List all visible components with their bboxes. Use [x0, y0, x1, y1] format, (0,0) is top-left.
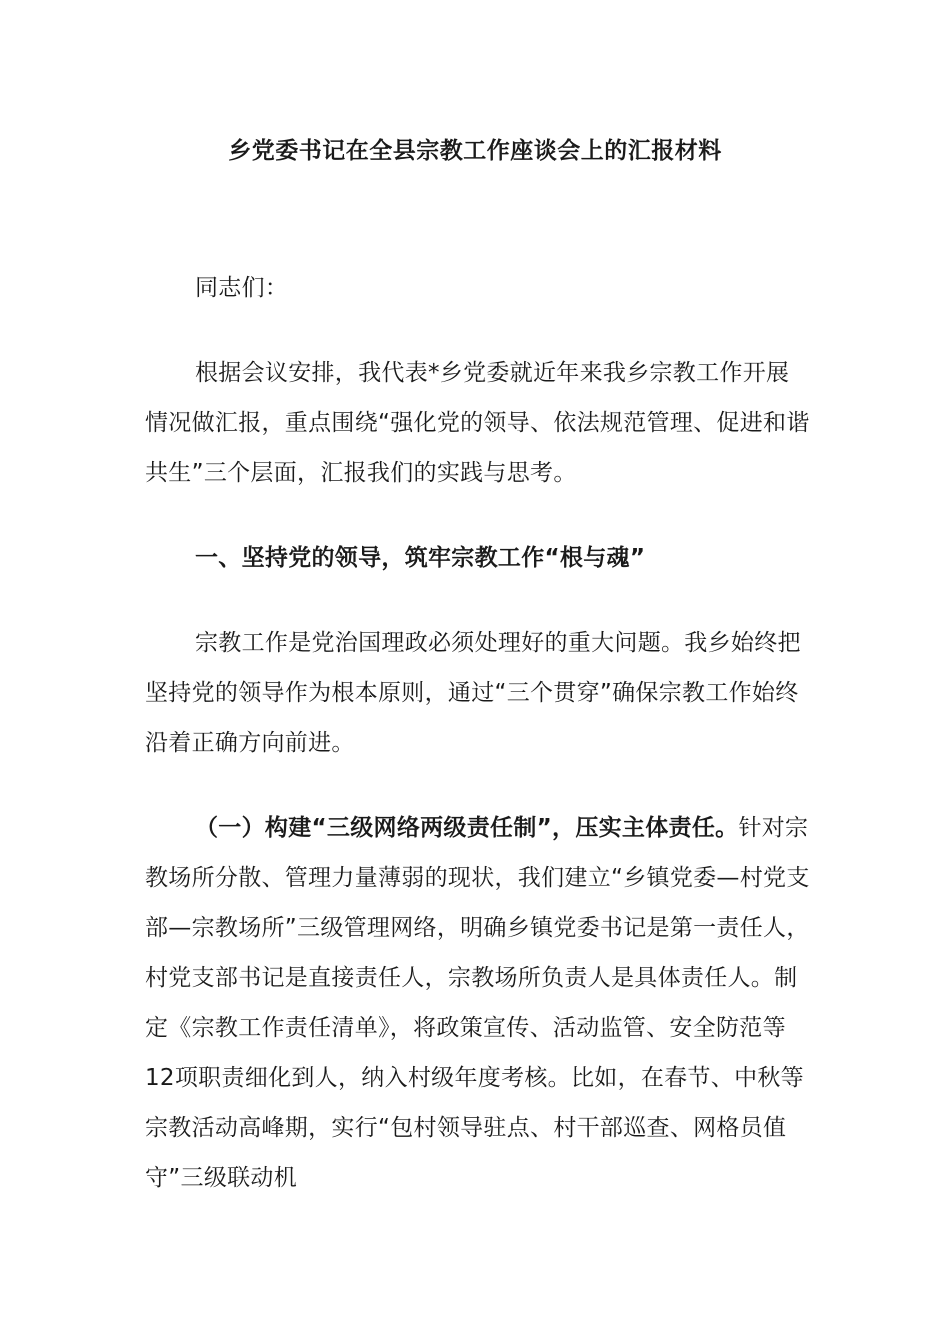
subsection-text: 针对宗教场所分散、管理力量薄弱的现状，我们建立“乡镇党委—村党支部—宗教场所”三级管理网络，明确乡镇党委书记是第一责任人，村党支部书记是直接责任人，宗教场所负责人是具体责任人。制定《宗教工作责任清单》，将政策宣传、活动监管、安全防范等12项职责细化到人，纳入村级年度考核。比如，在春节、中秋等宗教活动高峰期，实行“包村领导驻点、村干部巡查、网格员值守”三级联动机 [145, 815, 810, 1191]
subsection-lead: （一）构建“三级网络两级责任制”，压实主体责任。 [195, 815, 739, 841]
intro-paragraph: 根据会议安排，我代表*乡党委就近年来我乡宗教工作开展情况做汇报，重点围绕“强化党的领导、依法规范管理、促进和谐共生”三个层面，汇报我们的实践与思考。 [145, 360, 810, 486]
section-heading: 一、坚持党的领导，筑牢宗教工作“根与魂” [195, 545, 646, 571]
document-title: 乡党委书记在全县宗教工作座谈会上的汇报材料 [228, 138, 722, 164]
subsection-paragraph [145, 803, 810, 1203]
salutation: 同志们： [195, 275, 289, 301]
section-body-paragraph: 宗教工作是党治国理政必须处理好的重大问题。我乡始终把坚持党的领导作为根本原则，通过“三个贯穿”确保宗教工作始终沿着正确方向前进。 [145, 630, 801, 756]
